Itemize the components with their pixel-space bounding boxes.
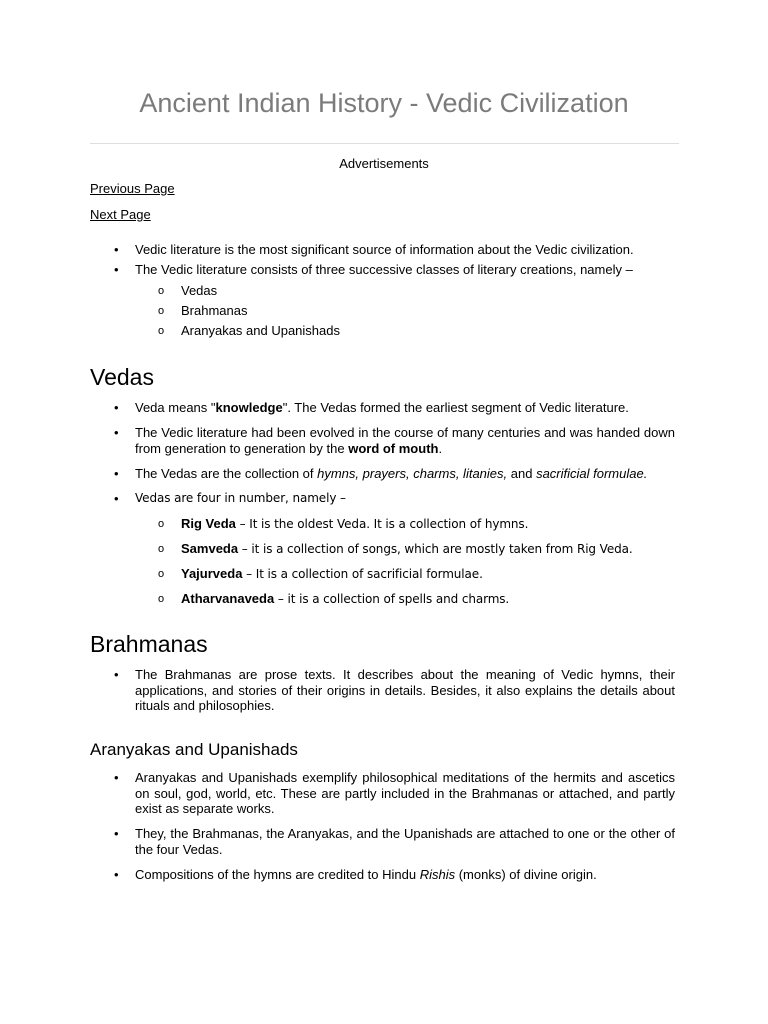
veda-name: Yajurveda — [181, 566, 243, 581]
text: The Vedas are the collection of — [135, 466, 318, 481]
bold-text: knowledge — [215, 400, 283, 415]
sub-list-item — [158, 323, 678, 339]
italic-text: sacrificial formulae. — [536, 466, 648, 481]
list-item — [110, 667, 675, 714]
italic-text: Rishis — [419, 867, 456, 882]
bullet-icon: • — [114, 242, 119, 257]
sub-bullet-icon: o — [158, 568, 165, 580]
sub-bullet-icon: o — [158, 305, 165, 317]
sub-list-item — [158, 591, 678, 608]
sub-bullet-text: Brahmanas — [181, 303, 248, 318]
list-item — [110, 491, 675, 507]
advertisements-label: Advertisements — [339, 156, 429, 171]
list-item — [110, 400, 675, 416]
sub-bullet-icon: o — [158, 325, 165, 337]
sub-bullet-icon: o — [158, 518, 165, 530]
sub-list-item — [158, 303, 678, 319]
list-item — [110, 242, 675, 258]
list-item — [110, 466, 675, 482]
bullet-icon: • — [114, 262, 119, 277]
bullet-icon: • — [114, 425, 119, 440]
veda-name: Samveda — [181, 541, 239, 556]
page-title: Ancient Indian History - Vedic Civilization — [139, 88, 629, 118]
sub-bullet-icon: o — [158, 285, 165, 297]
list-item — [110, 425, 675, 456]
text: The Vedic literature had been evolved in the course of many centuries and was handed down from generation to generation by the — [135, 425, 675, 456]
veda-desc: – It is the oldest Veda. It is a collection of hymns. — [235, 517, 529, 531]
bullet-icon: • — [114, 491, 119, 506]
sub-bullet-text: Vedas — [181, 283, 218, 298]
veda-name: Atharvanaveda — [181, 591, 275, 606]
text: ". The Vedas formed the earliest segment of Vedic literature. — [282, 400, 629, 415]
bullet-text: Vedic literature is the most significant source of information about the Vedic civilization. — [135, 242, 634, 257]
sub-list-item — [158, 541, 678, 558]
bullet-icon: • — [114, 867, 119, 882]
list-item — [110, 262, 675, 278]
sub-bullet-icon: o — [158, 543, 165, 555]
sub-list-item — [158, 566, 678, 583]
text: . — [438, 440, 443, 456]
bullet-icon: • — [114, 400, 119, 415]
list-item — [110, 826, 675, 857]
bullet-icon: • — [114, 826, 119, 841]
sub-bullet-text: Aranyakas and Upanishads — [181, 323, 340, 338]
next-page-link[interactable]: Next Page — [90, 207, 151, 222]
text: Veda means " — [135, 400, 216, 415]
text: (monks) of divine origin. — [455, 867, 597, 882]
list-item — [110, 867, 675, 883]
bullet-icon: • — [114, 770, 119, 785]
bullet-text: The Vedic literature consists of three successive classes of literary creations, namely – — [135, 262, 633, 277]
bullet-icon: • — [114, 667, 119, 682]
bullet-text: Aranyakas and Upanishads exemplify philosophical meditations of the hermits and ascetics on soul, god, world, etc. These are partly included in the Brahmanas or attached, and partly exist as separate works. — [135, 770, 675, 817]
veda-desc: – It is a collection of sacrificial formulae. — [242, 567, 483, 581]
bullet-text: They, the Brahmanas, the Aranyakas, and the Upanishads are attached to one or the other of the four Vedas. — [135, 826, 675, 857]
section-heading-brahmanas: Brahmanas — [90, 631, 208, 657]
italic-text: hymns, prayers, charms, litanies, — [317, 466, 508, 481]
sub-bullet-icon: o — [158, 593, 165, 605]
text: and — [507, 466, 537, 481]
list-item — [110, 770, 675, 817]
bold-text: word of mouth — [348, 440, 439, 456]
text: Compositions of the hymns are credited to Hindu — [135, 867, 420, 882]
section-heading-aranyakas: Aranyakas and Upanishads — [90, 740, 298, 759]
sub-list-item — [158, 516, 678, 533]
bullet-text: Vedas are four in number, namely – — [135, 491, 346, 505]
veda-name: Rig Veda — [181, 516, 236, 531]
veda-desc: – it is a collection of songs, which are mostly taken from Rig Veda. — [238, 542, 633, 556]
section-heading-vedas: Vedas — [90, 364, 154, 390]
title-divider — [90, 143, 679, 144]
bullet-text: The Brahmanas are prose texts. It describes about the meaning of Vedic hymns, their applications, and stories of their origins in details. Besides, it also explains the details about rituals and philosophies. — [135, 667, 675, 714]
sub-list-item — [158, 283, 678, 299]
previous-page-link[interactable]: Previous Page — [90, 181, 175, 196]
veda-desc: – it is a collection of spells and charms. — [274, 592, 510, 606]
bullet-icon: • — [114, 466, 119, 481]
